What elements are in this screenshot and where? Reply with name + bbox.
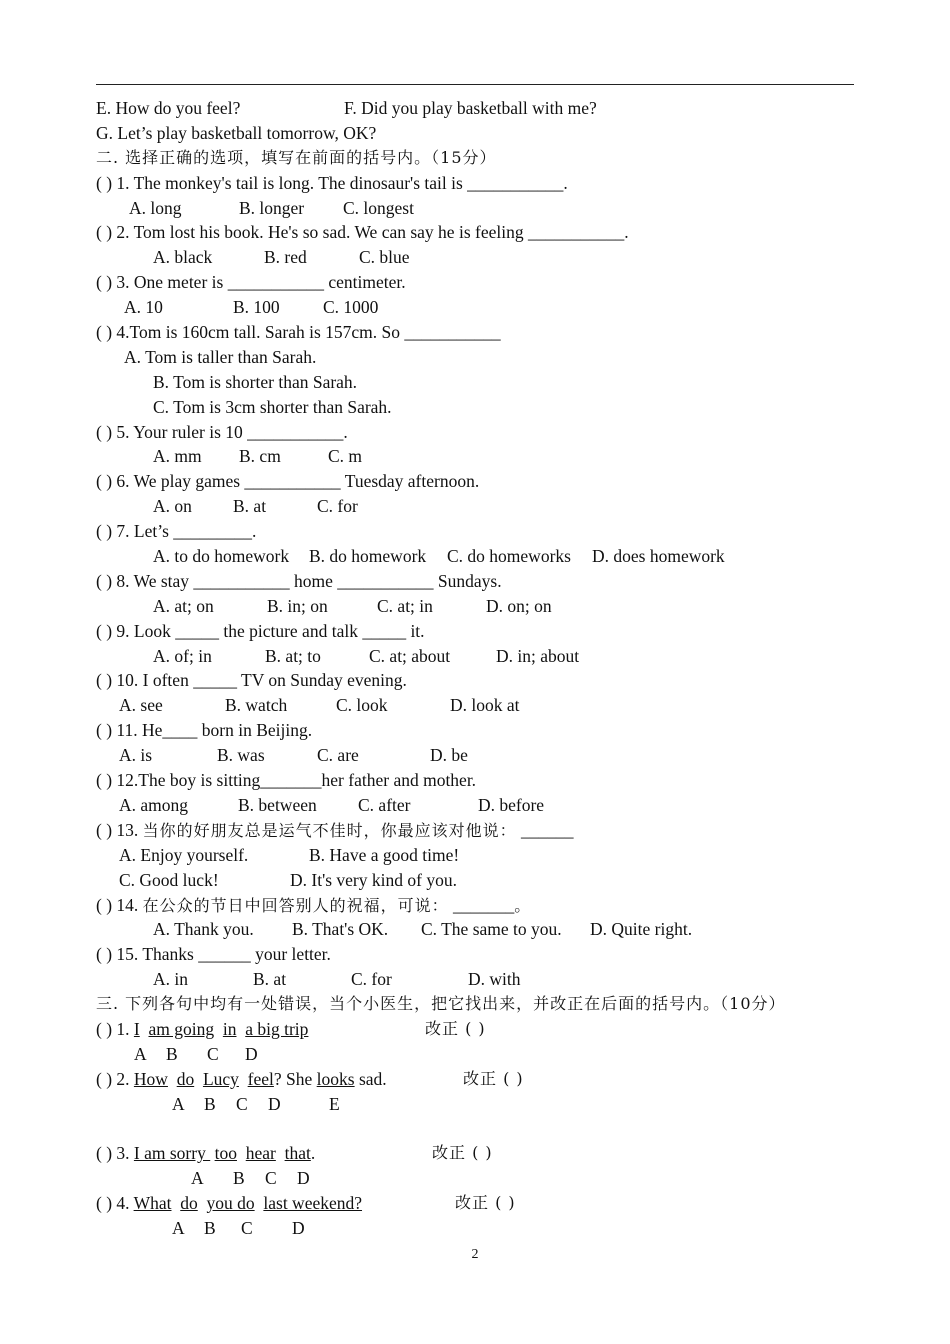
choice-b: B. at [253,969,287,990]
question-6: ( ) 6. We play games ___________ Tuesday afternoon. [96,471,480,492]
choice-b: B. That's OK. [292,919,389,940]
choice-b: B. in; on [267,595,328,616]
segment-b: too [214,1143,237,1164]
letter-b: B [233,1168,245,1189]
segment-c: you do [206,1193,255,1214]
choice-c: C. look [336,695,388,716]
question-14 [96,893,876,918]
choice-a: A. Enjoy yourself. [119,844,249,865]
question-9: ( ) 9. Look _____ the picture and talk _____ it. [96,620,425,641]
choices-14 [96,917,876,942]
choice-c: C. 1000 [323,297,379,318]
choice-c: C. for [317,496,358,517]
option-line-g [96,121,876,146]
letter-e: E [329,1093,340,1114]
letter-d: D [297,1168,310,1189]
choice-a: A. in [153,969,188,990]
question-3: ( ) 3. One meter is ___________ centimeter. [96,272,406,293]
segment-a: What [133,1193,172,1214]
segment-d: that [284,1143,311,1164]
choice-c: C. are [317,745,359,766]
section3-title: 三. 下列各句中均有一处错误，当个小医生，把它找出来，并改正在后面的括号内。（10分） [96,994,786,1014]
choices-13-cd [96,868,876,893]
sentence-end: . [310,1143,316,1164]
choice-d: D. before [478,794,545,815]
choice-b: B. at; to [265,645,321,666]
header-rule [96,84,854,85]
segment-d: a big trip [245,1018,309,1039]
choice-b: B. red [264,247,307,268]
option-line-ef [96,96,876,121]
letter-b: B [204,1218,216,1239]
choice-d: D. with [468,969,521,990]
letter-c: C [236,1093,248,1114]
choice-c: C. blue [359,247,410,268]
question-prefix: ( ) 14. [96,894,143,915]
question-12: ( ) 12.The boy is sitting_______her father and mother. [96,770,477,791]
question-text-cn: 在公众的节日中回答别人的祝福，可说： [142,895,449,915]
question-1: ( ) 1. The monkey's tail is long. The dinosaur's tail is ___________. [96,172,568,193]
choice-b: B. at [233,496,267,517]
choice-b: B. cm [239,446,281,467]
segment-a: How [133,1068,168,1089]
choices-9 [96,644,876,669]
correction-bracket: 改正 ( ) [463,1068,524,1088]
question-13 [96,818,876,843]
letter-a: A [191,1168,204,1189]
question-5: ( ) 5. Your ruler is 10 ___________. [96,421,348,442]
choice-4a: A. Tom is taller than Sarah. [124,346,317,367]
choice-b: B. do homework [309,546,427,567]
choice-a: A. on [153,496,192,517]
choice-c: C. do homeworks [447,546,571,567]
choices-15 [96,967,876,992]
letter-b: B [204,1093,216,1114]
choice-c: C. m [328,446,363,467]
choices-11 [96,743,876,768]
choice-b: B. 100 [233,297,280,318]
answer-blank: _______ [448,894,515,915]
choice-c: C. longest [343,197,414,218]
correction-bracket: 改正 ( ) [425,1018,486,1038]
choice-c: C. Good luck! [119,869,219,890]
choices-3 [96,295,876,320]
page-number: 2 [471,1247,479,1262]
choice-4c: C. Tom is 3cm shorter than Sarah. [153,396,392,417]
choices-8 [96,594,876,619]
choices-7 [96,544,876,569]
segment-b: am going [148,1018,215,1039]
letter-c: C [265,1168,277,1189]
choice-a: A. long [129,197,182,218]
error-question-3 [96,1141,876,1166]
error-question-4 [96,1191,876,1216]
choice-a: A. of; in [153,645,212,666]
question-prefix: ( ) 3. [96,1143,134,1164]
segment-b: do [176,1068,195,1089]
choice-b: B. watch [225,695,288,716]
choice-c: C. at; about [369,645,451,666]
choices-1 [96,196,876,221]
segment-c: hear [245,1143,276,1164]
choice-d: D. be [430,745,468,766]
choice-b: B. longer [239,197,305,218]
choices-2 [96,245,876,270]
segment-a: I am sorry [133,1143,211,1164]
choice-c: C. after [358,794,411,815]
choice-4b: B. Tom is shorter than Sarah. [153,371,358,392]
letter-c: C [207,1043,219,1064]
choice-d: D. in; about [496,645,580,666]
question-7: ( ) 7. Let’s _________. [96,521,257,542]
question-prefix: ( ) 13. [96,819,143,840]
letter-row-4 [96,1216,876,1241]
letter-a: A [172,1093,185,1114]
worksheet [96,96,876,1241]
segment-b: do [180,1193,198,1214]
choice-b: B. Have a good time! [309,844,460,865]
letter-b: B [166,1043,178,1064]
segment-e: looks [316,1068,355,1089]
question-prefix: ( ) 1. [96,1018,134,1039]
choice-b: B. was [217,745,265,766]
letter-a: A [172,1218,185,1239]
letter-d: D [245,1043,258,1064]
choice-c: C. at; in [377,595,433,616]
option-f: F. Did you play basketball with me? [344,98,597,118]
choice-a: A. is [119,745,153,766]
error-question-1 [96,1017,876,1042]
choices-5 [96,444,876,469]
letter-row-2 [96,1092,876,1117]
choice-c: C. The same to you. [421,919,562,940]
segment-a: I [133,1018,140,1039]
segment-d: feel [247,1068,274,1089]
choice-a: A. to do homework [153,546,290,567]
choice-d: D. does homework [592,546,725,567]
choice-d: D. look at [450,695,520,716]
choice-c: C. for [351,969,392,990]
choice-a: A. at; on [153,595,214,616]
blank-spacer [96,1117,876,1142]
letter-a: A [134,1043,147,1064]
correction-bracket: 改正 ( ) [455,1193,516,1213]
letter-d: D [268,1093,281,1114]
question-4: ( ) 4.Tom is 160cm tall. Sarah is 157cm. So ___________ [96,322,501,343]
option-g: G. Let’s play basketball tomorrow, OK? [96,122,377,143]
choices-12 [96,793,876,818]
choice-a: A. among [119,794,189,815]
section2-title: 二. 选择正确的选项，填写在前面的括号内。（15分） [96,147,497,167]
segment-d: last weekend? [263,1193,363,1214]
choice-a: A. see [119,695,163,716]
choice-a: A. black [153,247,213,268]
error-question-2 [96,1067,876,1092]
question-prefix: ( ) 2. [96,1068,134,1089]
question-11: ( ) 11. He____ born in Beijing. [96,720,313,741]
question-end: 。 [514,895,532,915]
choice-a: A. mm [153,446,202,467]
choice-a: A. Thank you. [153,919,254,940]
question-text-cn: 当你的好朋友总是运气不佳时，你最应该对他说： [142,820,517,840]
choice-b: B. between [238,794,317,815]
choice-d: D. Quite right. [590,919,693,940]
letter-d: D [292,1218,305,1239]
choice-a: A. 10 [124,297,163,318]
sentence-mid: ? She [273,1068,317,1089]
choice-d: D. on; on [486,595,552,616]
question-2: ( ) 2. Tom lost his book. He's so sad. We can say he is feeling ___________. [96,222,629,243]
sentence-end: sad. [354,1068,387,1089]
choices-6 [96,494,876,519]
correction-bracket: 改正 ( ) [432,1143,493,1163]
choices-10 [96,693,876,718]
letter-row-1 [96,1042,876,1067]
segment-c: Lucy [202,1068,239,1089]
question-prefix: ( ) 4. [96,1193,134,1214]
segment-c: in [222,1018,237,1039]
choice-d: D. It's very kind of you. [290,869,457,890]
question-15: ( ) 15. Thanks ______ your letter. [96,944,331,965]
choices-13-ab [96,843,876,868]
question-8: ( ) 8. We stay ___________ home ___________ Sundays. [96,570,502,591]
answer-blank: ______ [516,819,574,840]
option-e: E. How do you feel? [96,98,241,118]
letter-c: C [241,1218,253,1239]
letter-row-3 [96,1166,876,1191]
question-10: ( ) 10. I often _____ TV on Sunday evening. [96,670,407,691]
